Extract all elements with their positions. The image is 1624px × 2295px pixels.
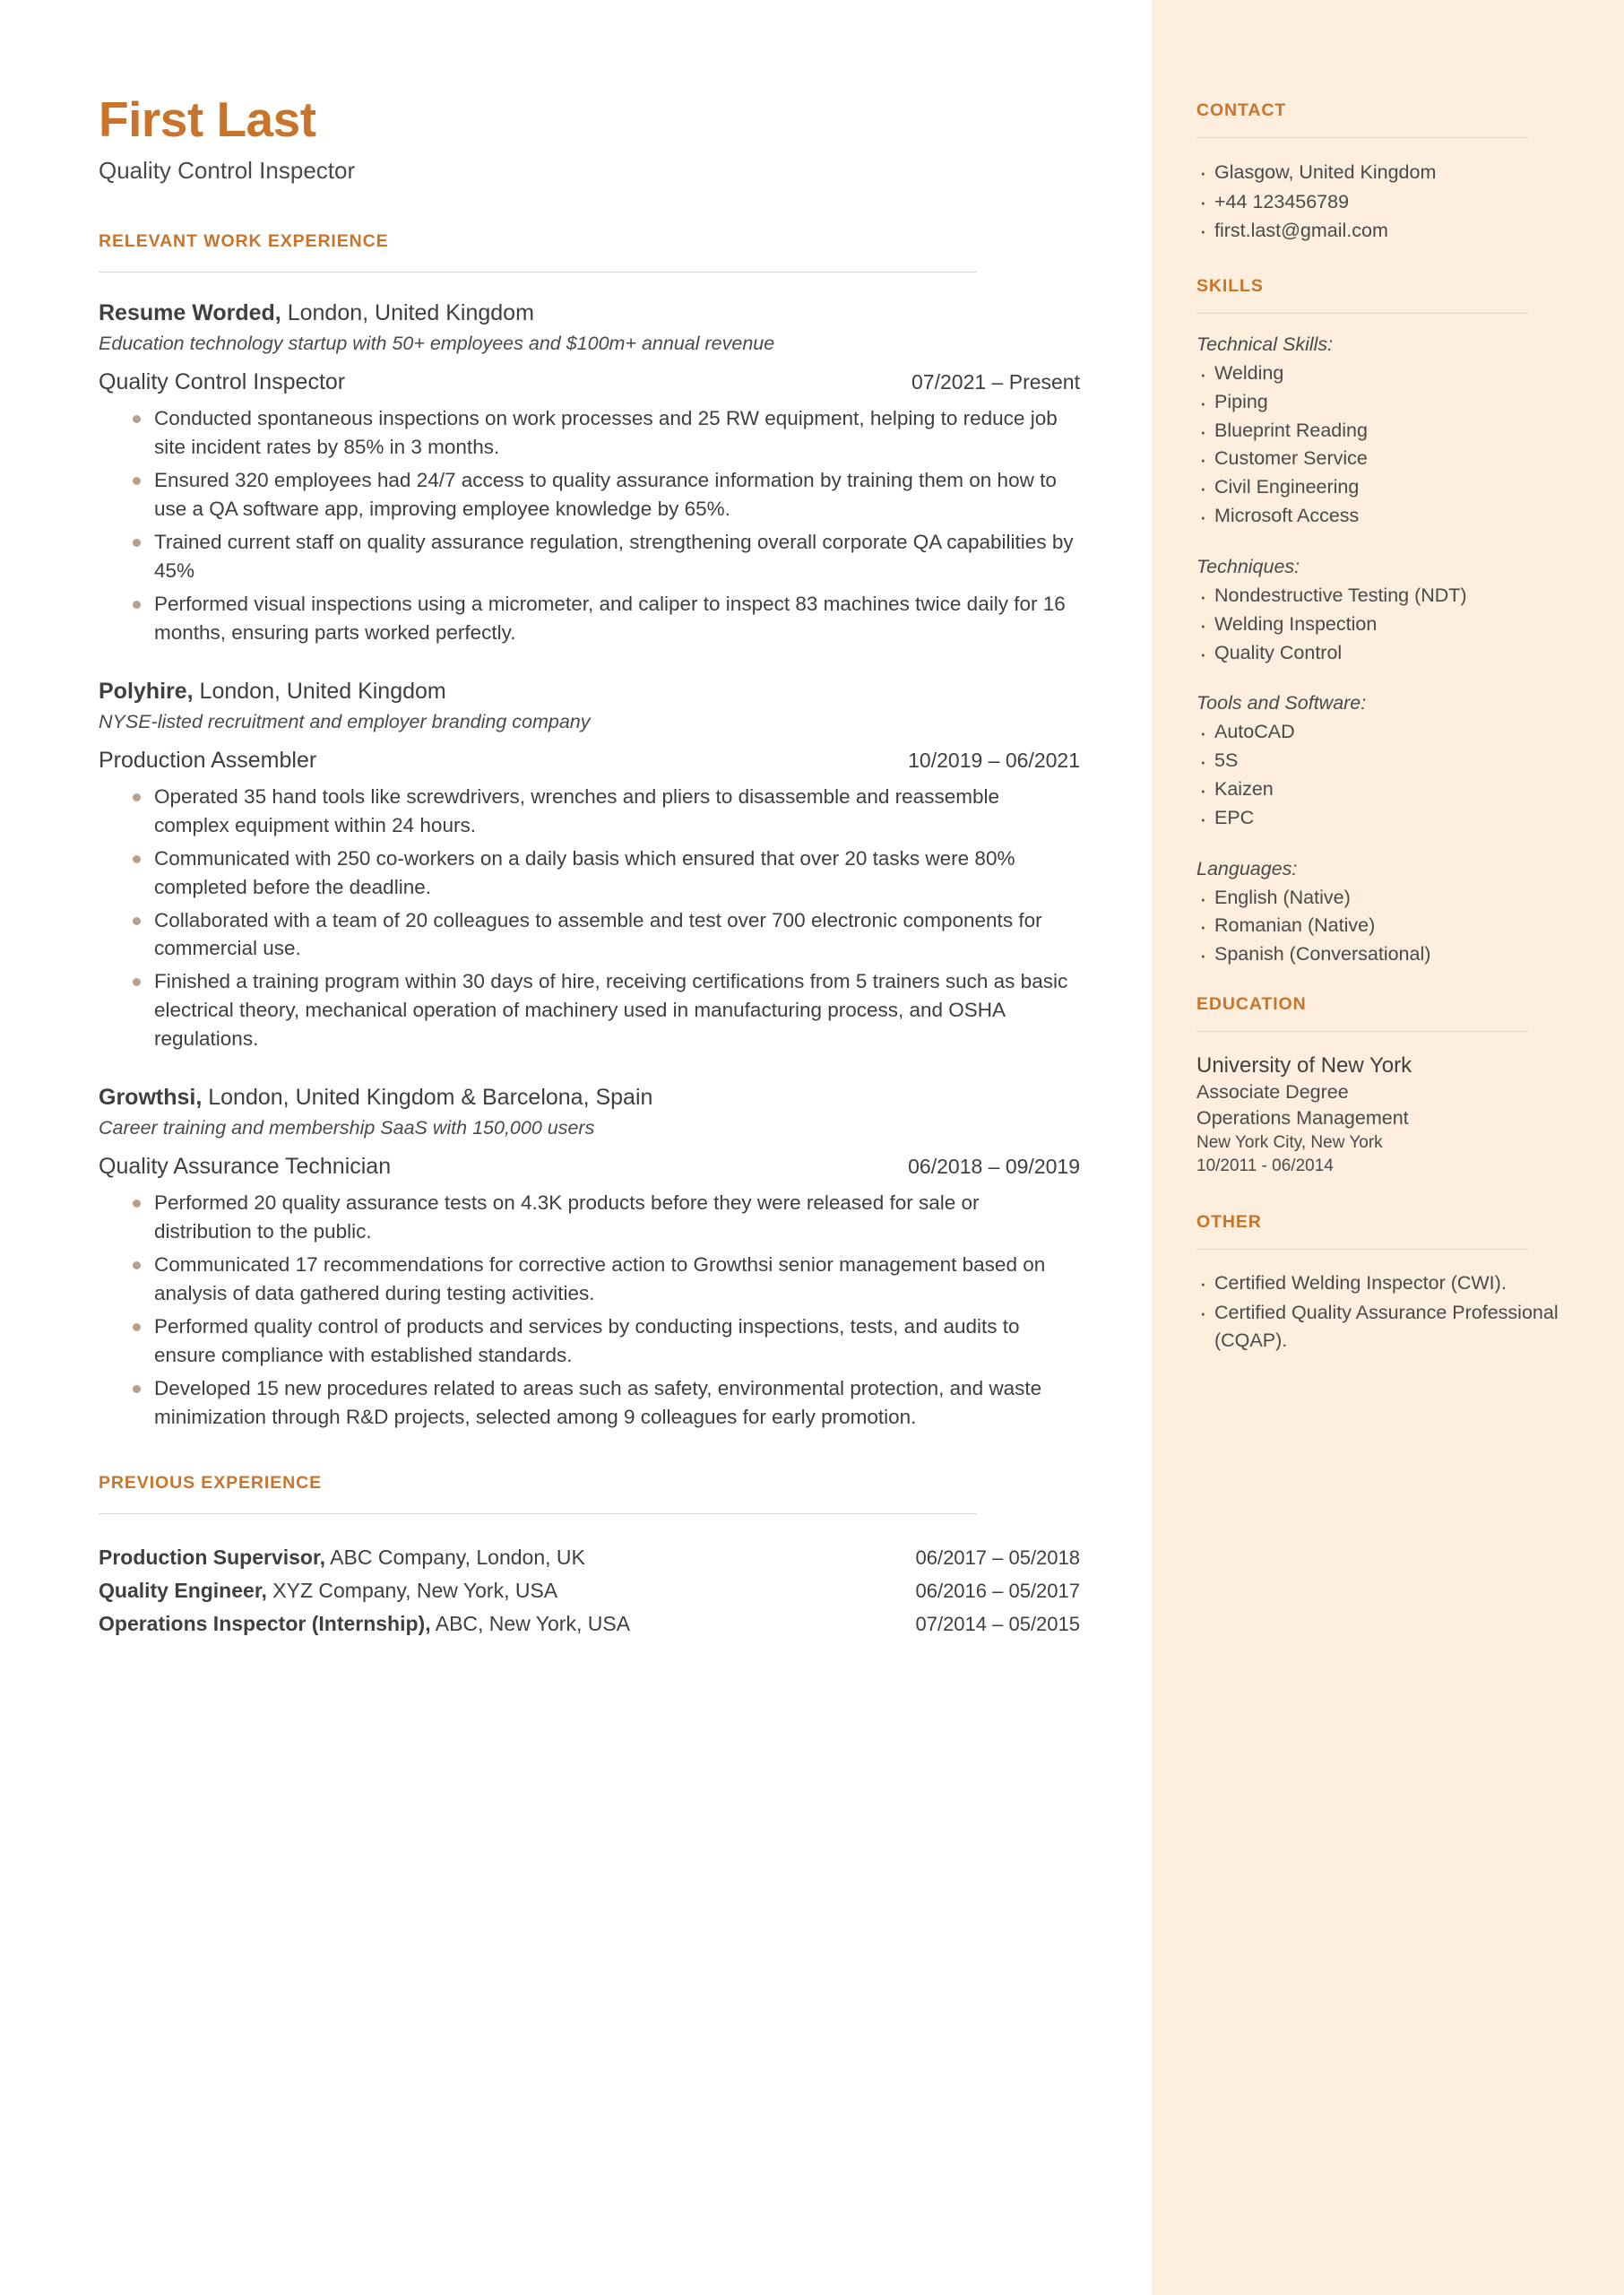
skill-list <box>1196 582 1570 667</box>
previous-role-title: Production Supervisor, <box>99 1545 326 1569</box>
skill-item: · English (Native) <box>1196 884 1570 913</box>
bullet-list <box>99 404 1080 647</box>
education-school: University of New York <box>1196 1053 1412 1078</box>
skill-list <box>1196 718 1570 832</box>
previous-role-dates: 06/2017 – 05/2018 <box>915 1546 1080 1569</box>
divider <box>1196 313 1528 314</box>
company-location: London, United Kingdom <box>199 678 446 704</box>
skill-item: · Blueprint Reading <box>1196 417 1570 446</box>
company-location: London, United Kingdom <box>287 299 534 325</box>
skill-item: · AutoCAD <box>1196 718 1570 747</box>
header-job-title: Quality Control Inspector <box>99 156 356 184</box>
company-line <box>99 678 1080 706</box>
skill-item: · Welding Inspection <box>1196 611 1570 639</box>
skill-item: · Kaizen <box>1196 775 1570 804</box>
sidebar-heading-skills: SKILLS <box>1196 276 1264 297</box>
previous-role-detail: ABC Company, London, UK <box>325 1545 585 1569</box>
skill-group-label: Tools and Software: <box>1196 692 1367 714</box>
skill-group-languages <box>1196 858 1570 969</box>
company-line <box>99 299 1080 327</box>
education-entry <box>1196 1052 1570 1178</box>
contact-location: · Glasgow, United Kingdom <box>1196 158 1570 187</box>
skill-item: · Nondestructive Testing (NDT) <box>1196 582 1570 611</box>
role-row <box>99 748 1080 774</box>
skill-group-technical <box>1196 333 1570 531</box>
role-dates: 10/2019 – 06/2021 <box>908 748 1080 772</box>
bullet-item: Communicated 17 recommendations for corrective action to Growthsi senior management based on analysis of data gathered during testing activities. <box>99 1251 1077 1308</box>
skill-item: · Piping <box>1196 388 1570 417</box>
company-location: London, United Kingdom & Barcelona, Spain <box>208 1085 653 1111</box>
previous-experience-row <box>99 1541 1080 1574</box>
experience-entry <box>99 1084 1080 1432</box>
experience-entry <box>99 299 1080 647</box>
contact-email: · first.last@gmail.com <box>1196 216 1570 246</box>
previous-role-dates: 07/2014 – 05/2015 <box>915 1613 1080 1636</box>
section-heading-previous-experience: PREVIOUS EXPERIENCE <box>99 1472 322 1493</box>
role-title: Quality Control Inspector <box>99 369 346 394</box>
previous-experience-row <box>99 1574 1080 1607</box>
skill-group-tools <box>1196 692 1570 832</box>
skill-group-label: Languages: <box>1196 857 1298 879</box>
sidebar-heading-contact: CONTACT <box>1196 100 1287 120</box>
page-title: First Last <box>99 91 316 147</box>
company-name: Growthsi, <box>99 1085 203 1111</box>
role-dates: 07/2021 – Present <box>911 370 1080 394</box>
previous-role-detail: XYZ Company, New York, USA <box>266 1579 558 1603</box>
bullet-item: Trained current staff on quality assurance regulation, strengthening overall corporate QA capabilities by 45% <box>99 528 1077 585</box>
education-location: New York City, New York <box>1196 1133 1383 1153</box>
bullet-item: Performed visual inspections using a micrometer, and caliper to inspect 83 machines twice daily for 16 months, ensuring parts worked perfectly. <box>99 590 1077 647</box>
role-dates: 06/2018 – 09/2019 <box>908 1155 1080 1179</box>
skill-item: · Customer Service <box>1196 445 1570 473</box>
previous-role-title: Operations Inspector (Internship), <box>99 1612 431 1636</box>
bullet-item: Performed 20 quality assurance tests on 4.3K products before they were released for sale or distribution to the public. <box>99 1189 1077 1246</box>
company-name: Resume Worded, <box>99 299 281 325</box>
contact-phone: · +44 123456789 <box>1196 187 1570 217</box>
bullet-item: Operated 35 hand tools like screwdrivers, wrenches and pliers to disassemble and reassemble complex equipment within 24 hours. <box>99 783 1077 840</box>
divider <box>1196 1031 1528 1032</box>
previous-experience-section <box>99 1473 1080 1641</box>
skill-item: · Microsoft Access <box>1196 502 1570 531</box>
bullet-list <box>99 783 1080 1053</box>
previous-experience-text <box>99 1541 585 1574</box>
role-row <box>99 1154 1080 1180</box>
previous-role-detail: ABC, New York, USA <box>430 1612 631 1636</box>
divider <box>1196 1249 1528 1250</box>
role-title: Quality Assurance Technician <box>99 1154 392 1180</box>
bullet-list <box>99 1189 1080 1432</box>
section-heading-work-experience: RELEVANT WORK EXPERIENCE <box>99 230 389 251</box>
company-name: Polyhire, <box>99 678 194 704</box>
bullet-item: Developed 15 new procedures related to areas such as safety, environmental protection, and waste minimization through R&D projects, selected among 9 colleagues for early promotion. <box>99 1374 1077 1432</box>
previous-experience-row <box>99 1607 1080 1641</box>
skill-group-label: Technical Skills: <box>1196 333 1334 356</box>
bullet-item: Collaborated with a team of 20 colleagues to assemble and test over 700 electronic components for commercial use. <box>99 906 1077 964</box>
bullet-item: Finished a training program within 30 days of hire, receiving certifications from 5 trainers such as basic electrical theory, mechanical operation of machinery used in manufacturing process, and OSHA regulations. <box>99 967 1077 1053</box>
divider <box>99 272 977 273</box>
bullet-item: Communicated with 250 co-workers on a daily basis which ensured that over 20 tasks were 80% completed before the deadline. <box>99 844 1077 902</box>
bullet-item: Performed quality control of products and services by conducting inspections, tests, and audits to ensure compliance with established standards. <box>99 1312 1077 1370</box>
previous-role-title: Quality Engineer, <box>99 1579 267 1603</box>
skill-item: · Welding <box>1196 359 1570 388</box>
role-row <box>99 369 1080 395</box>
previous-experience-text <box>99 1607 630 1641</box>
company-line <box>99 1084 1080 1112</box>
other-item: · Certified Quality Assurance Professional (CQAP). <box>1196 1299 1570 1355</box>
skill-item: · Civil Engineering <box>1196 473 1570 502</box>
sidebar-heading-education: EDUCATION <box>1196 994 1307 1015</box>
education-degree: Associate Degree <box>1196 1081 1349 1104</box>
education-field: Operations Management <box>1196 1107 1409 1130</box>
skill-item: · Romanian (Native) <box>1196 912 1570 940</box>
skill-item: · Spanish (Conversational) <box>1196 940 1570 969</box>
contact-list <box>1196 158 1570 246</box>
bullet-item: Conducted spontaneous inspections on work processes and 25 RW equipment, helping to reduce job site incident rates by 85% in 3 months. <box>99 404 1077 462</box>
divider <box>1196 137 1528 138</box>
experience-entry <box>99 678 1080 1054</box>
company-description: NYSE-listed recruitment and employer branding company <box>99 710 591 732</box>
bullet-item: Ensured 320 employees had 24/7 access to quality assurance information by training them on how to use a QA software app, improving employee knowledge by 65%. <box>99 466 1077 524</box>
skill-group-techniques <box>1196 556 1570 667</box>
skill-list <box>1196 359 1570 531</box>
other-list <box>1196 1269 1570 1355</box>
previous-role-dates: 06/2016 – 05/2017 <box>915 1580 1080 1603</box>
skill-list <box>1196 884 1570 969</box>
divider <box>99 1513 977 1514</box>
role-title: Production Assembler <box>99 747 317 773</box>
education-dates: 10/2011 - 06/2014 <box>1196 1156 1334 1175</box>
sidebar-heading-other: OTHER <box>1196 1211 1262 1232</box>
skill-item: · 5S <box>1196 747 1570 775</box>
sidebar <box>1152 0 1624 2295</box>
skill-item: · EPC <box>1196 804 1570 833</box>
other-item: · Certified Welding Inspector (CWI). <box>1196 1269 1570 1297</box>
skill-group-label: Techniques: <box>1196 555 1300 577</box>
company-description: Career training and membership SaaS with 150,000 users <box>99 1117 595 1139</box>
company-description: Education technology startup with 50+ employees and $100m+ annual revenue <box>99 333 775 354</box>
previous-experience-text <box>99 1574 557 1607</box>
skill-item: · Quality Control <box>1196 639 1570 668</box>
